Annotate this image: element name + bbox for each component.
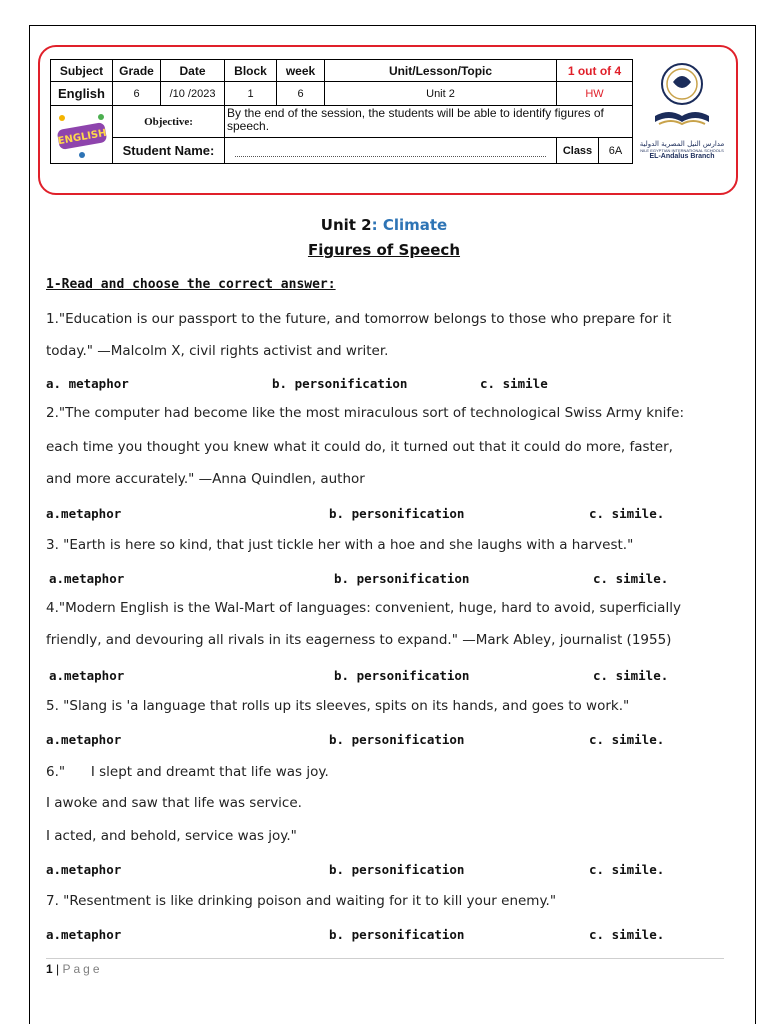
- question-3-option-a[interactable]: a.metaphor: [49, 571, 125, 586]
- question-6-line-2: I awoke and saw that life was service.: [46, 795, 302, 811]
- subject-value: English: [51, 82, 113, 106]
- question-2-option-b[interactable]: b. personification: [329, 506, 465, 521]
- question-1-option-b[interactable]: b. personification: [272, 376, 408, 391]
- topic-header: Unit/Lesson/Topic: [325, 60, 557, 82]
- block-header: Block: [225, 60, 277, 82]
- topic-value: Unit 2: [325, 82, 557, 106]
- question-4-line-1: 4."Modern English is the Wal-Mart of languages: convenient, huge, hard to avoid, superficially: [46, 600, 681, 616]
- question-6-option-c[interactable]: c. simile.: [589, 862, 665, 877]
- student-name-label: Student Name:: [113, 138, 225, 164]
- question-2-option-c[interactable]: c. simile.: [589, 506, 665, 521]
- page-footer: [46, 962, 103, 976]
- question-5-options: [46, 732, 726, 750]
- header-info-table: [50, 59, 633, 164]
- question-4-option-a[interactable]: a.metaphor: [49, 668, 125, 683]
- question-7-option-c[interactable]: c. simile.: [589, 927, 665, 942]
- footer-separator: |: [52, 962, 63, 976]
- grade-header: Grade: [113, 60, 161, 82]
- date-header: Date: [161, 60, 225, 82]
- class-label: Class: [557, 138, 599, 164]
- school-arabic-name: مدارس النيل المصرية الدولية: [639, 140, 725, 148]
- school-logo: [636, 58, 728, 176]
- question-1-options: [46, 376, 726, 394]
- question-4-option-b[interactable]: b. personification: [334, 668, 470, 683]
- question-6-option-b[interactable]: b. personification: [329, 862, 465, 877]
- question-6-line-3: I acted, and behold, service was joy.": [46, 828, 297, 844]
- question-3-option-c[interactable]: c. simile.: [593, 571, 669, 586]
- page-of-label: 1 out of 4: [557, 60, 633, 82]
- question-5-option-c[interactable]: c. simile.: [589, 732, 665, 747]
- objective-label: Objective:: [113, 106, 225, 138]
- question-3-option-b[interactable]: b. personification: [334, 571, 470, 586]
- school-english-name: NILE EGYPTIAN INTERNATIONAL SCHOOLS: [640, 148, 724, 153]
- type-value: HW: [557, 82, 633, 106]
- question-2-option-a[interactable]: a.metaphor: [46, 506, 122, 521]
- unit-title-prefix: Unit 2: [320, 216, 372, 234]
- question-5-option-a[interactable]: a.metaphor: [46, 732, 122, 747]
- question-2-line-2: each time you thought you knew what it could do, it turned out that it could do more, faster,: [46, 439, 673, 455]
- footer-page-label: Page: [62, 962, 103, 976]
- footer-divider: [46, 958, 724, 959]
- unit-title-topic: Climate: [382, 216, 448, 234]
- question-2-line-1: 2."The computer had become like the most miraculous sort of technological Swiss Army knife:: [46, 405, 685, 421]
- question-7-line-1: 7. "Resentment is like drinking poison and waiting for it to kill your enemy.": [46, 893, 557, 909]
- footer-page-number: 1: [46, 962, 53, 976]
- objective-text: By the end of the session, the students will be able to identify figures of speech.: [225, 106, 633, 138]
- question-4-option-c[interactable]: c. simile.: [593, 668, 669, 683]
- english-logo: [51, 106, 113, 164]
- question-7-option-a[interactable]: a.metaphor: [46, 927, 122, 942]
- question-6-line-1: 6." I slept and dreamt that life was joy.: [46, 764, 329, 780]
- week-header: week: [277, 60, 325, 82]
- question-5-line-1: 5. "Slang is 'a language that rolls up its sleeves, spits on its hands, and goes to work.": [46, 698, 630, 714]
- question-1-option-c[interactable]: c. simile: [480, 376, 548, 391]
- unit-title-separator: :: [371, 216, 383, 234]
- school-crest-icon: [647, 58, 717, 138]
- block-value: 1: [225, 82, 277, 106]
- school-branch: EL-Andalus Branch: [649, 153, 715, 160]
- question-4-line-2: friendly, and devouring all rivals in its eagerness to expand." —Mark Abley, journalist (1955): [46, 632, 672, 648]
- class-value: 6A: [599, 138, 633, 164]
- worksheet-title: Figures of Speech: [307, 241, 461, 259]
- date-value: /10 /2023: [161, 82, 225, 106]
- week-value: 6: [277, 82, 325, 106]
- english-logo-icon: [54, 108, 110, 162]
- english-logo-text: ENGLISH: [56, 127, 107, 147]
- question-2-line-3: and more accurately." —Anna Quindlen, author: [46, 471, 365, 487]
- question-6-option-a[interactable]: a.metaphor: [46, 862, 122, 877]
- unit-title: [0, 216, 768, 234]
- question-7-option-b[interactable]: b. personification: [329, 927, 465, 942]
- student-name-field[interactable]: [225, 138, 557, 164]
- question-1-option-a[interactable]: a. metaphor: [46, 376, 129, 391]
- question-1-line-2: today." —Malcolm X, civil rights activist and writer.: [46, 343, 389, 359]
- subject-header: Subject: [51, 60, 113, 82]
- question-6-options: [46, 862, 726, 880]
- student-name-dotted-line: [235, 156, 546, 157]
- section-heading: 1-Read and choose the correct answer:: [46, 277, 336, 292]
- question-2-options: [46, 506, 726, 524]
- question-5-option-b[interactable]: b. personification: [329, 732, 465, 747]
- grade-value: 6: [113, 82, 161, 106]
- question-7-options: [46, 927, 726, 945]
- question-4-options: [46, 668, 726, 686]
- question-3-line-1: 3. "Earth is here so kind, that just tickle her with a hoe and she laughs with a harvest.": [46, 537, 634, 553]
- question-1-line-1: 1."Education is our passport to the future, and tomorrow belongs to those who prepare for it: [46, 311, 672, 327]
- question-3-options: [46, 571, 726, 589]
